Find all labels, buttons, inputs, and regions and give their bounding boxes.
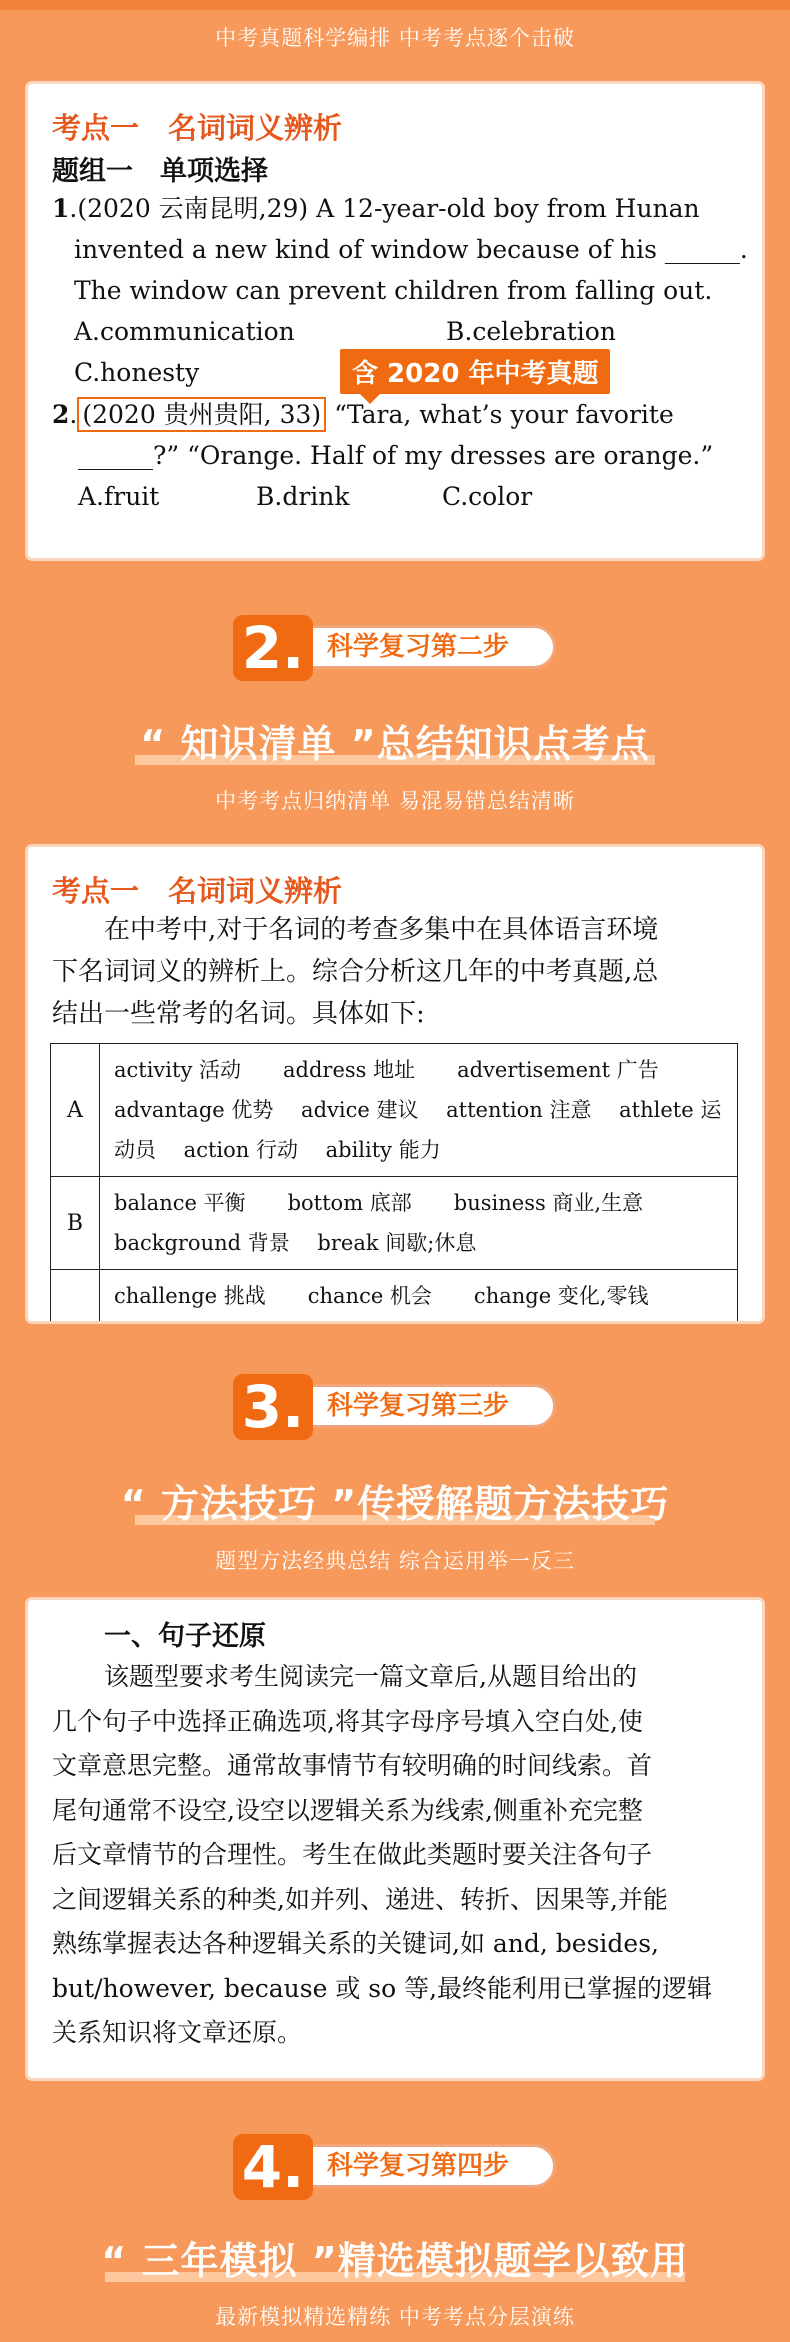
top-orange-stripe <box>0 0 790 10</box>
vocab-table <box>50 1043 738 1321</box>
sample-exercise-card <box>28 84 762 558</box>
row-letter: A <box>51 1044 100 1177</box>
words-line: challenge 挑战 chance 机会 change 变化,零钱 <box>114 1284 649 1308</box>
intro-line: 下名词词义的辨析上。综合分析这几年的中考真题,总 <box>52 957 659 987</box>
question-2: 2. (2020 贵州贵阳, 33) “Tara, what’s your favorite ______?” “Orange. Half of my dresses are orange.” A.fruit B.drink C.color <box>52 394 752 517</box>
method-heading: 一、句子还原 <box>104 1621 266 1652</box>
paragraph-line: 关系知识将文章还原。 <box>52 2018 303 2047</box>
row-letter <box>51 1270 100 1322</box>
step-2-subtitle: 中考考点归纳清单 易混易错总结清晰 <box>215 789 575 813</box>
row-words <box>100 1177 738 1270</box>
intro-line: 在中考中,对于名词的考查多集中在具体语言环境 <box>104 915 659 945</box>
question-1-line2: invented a new kind of window because of his ______. <box>74 235 748 264</box>
words-line: advantage 优势 advice 建议 attention 注意 athlete 运 <box>114 1098 722 1122</box>
option-c: C.honesty <box>74 358 200 387</box>
words-line: balance 平衡 bottom 底部 business 商业,生意 <box>114 1191 644 1215</box>
step-4-number: 4. <box>233 2134 313 2200</box>
question-2-line1: “Tara, what’s your favorite <box>334 400 674 429</box>
paragraph-line: 几个句子中选择正确选项,将其字母序号填入空白处,使 <box>52 1706 643 1736</box>
intro-line: 结出一些常考的名词。具体如下: <box>52 999 425 1029</box>
step-3-title: “ 方法技巧 ”传授解题方法技巧 <box>120 1482 670 1526</box>
table-row <box>51 1044 738 1177</box>
step-3-subtitle: 题型方法经典总结 综合运用举一反三 <box>215 1549 575 1573</box>
paragraph-line: 该题型要求考生阅读完一篇文章后,从题目给出的 <box>104 1662 637 1691</box>
knowledge-list-card <box>28 847 762 1321</box>
row-letter: B <box>51 1177 100 1270</box>
option-c: C.color <box>442 482 533 511</box>
row-words <box>100 1044 738 1177</box>
words-line: background 背景 break 间歇;休息 <box>114 1231 477 1255</box>
question-1-line1: .(2020 云南昆明,29) A 12-year-old boy from Hunan <box>69 194 700 223</box>
step-4-subtitle: 最新模拟精选精练 中考考点分层演练 <box>215 2305 575 2329</box>
method-tips-card <box>28 1600 762 2078</box>
step-2-title: “ 知识清单 ”总结知识点考点 <box>140 722 650 766</box>
question-2-source: (2020 贵州贵阳, 33) <box>77 397 326 432</box>
intro-paragraph <box>52 909 752 1035</box>
table-row <box>51 1177 738 1270</box>
paragraph-line: 尾句通常不设空,设空以逻辑关系为线索,侧重补充完整 <box>52 1795 643 1825</box>
header-subtitle: 中考真题科学编排 中考考点逐个击破 <box>215 26 575 50</box>
step-4-banner <box>0 2134 790 2204</box>
question-number: 2 <box>52 400 70 429</box>
step-2-label: 科学复习第二步 <box>306 625 556 669</box>
option-a: A.communication <box>74 317 295 346</box>
step-3-banner <box>0 1374 790 1444</box>
step-4-title: “ 三年模拟 ”精选模拟题学以致用 <box>101 2239 689 2283</box>
paragraph-line: 熟练掌握表达各种逻辑关系的关键词,如 and, besides, <box>52 1929 659 1958</box>
question-number: 1 <box>52 194 70 223</box>
kaodian-heading: 考点一 名词词义辨析 <box>52 111 343 145</box>
kaodian-heading: 考点一 名词词义辨析 <box>52 874 343 908</box>
step-2-number: 2. <box>233 615 313 681</box>
step-3-label: 科学复习第三步 <box>306 1384 556 1428</box>
paragraph-line: but/however, because 或 so 等,最终能利用已掌握的逻辑 <box>52 1973 713 2003</box>
real-exam-callout: 含 2020 年中考真题 <box>340 349 610 394</box>
row-words <box>100 1270 738 1322</box>
question-group-heading: 题组一 单项选择 <box>52 156 268 187</box>
step-3-number: 3. <box>233 1374 313 1440</box>
step-2-banner <box>0 615 790 685</box>
paragraph-line: 后文章情节的合理性。考生在做此类题时要关注各句子 <box>52 1840 653 1869</box>
words-line: activity 活动 address 地址 advertisement 广告 <box>114 1058 659 1082</box>
option-a: A.fruit <box>78 482 160 511</box>
question-1-line3: The window can prevent children from falling out. <box>74 276 713 305</box>
words-line: 动员 action 行动 ability 能力 <box>114 1138 441 1162</box>
paragraph-line: 之间逻辑关系的种类,如并列、递进、转折、因果等,并能 <box>52 1884 668 1914</box>
table-row <box>51 1270 738 1322</box>
question-2-line2: ______?” “Orange. Half of my dresses are orange.” <box>78 441 714 470</box>
paragraph-line: 文章意思完整。通常故事情节有较明确的时间线索。首 <box>52 1751 653 1780</box>
option-b: B.celebration <box>446 317 616 346</box>
step-4-label: 科学复习第四步 <box>306 2144 556 2188</box>
option-b: B.drink <box>256 482 350 511</box>
method-paragraph <box>52 1655 752 2056</box>
